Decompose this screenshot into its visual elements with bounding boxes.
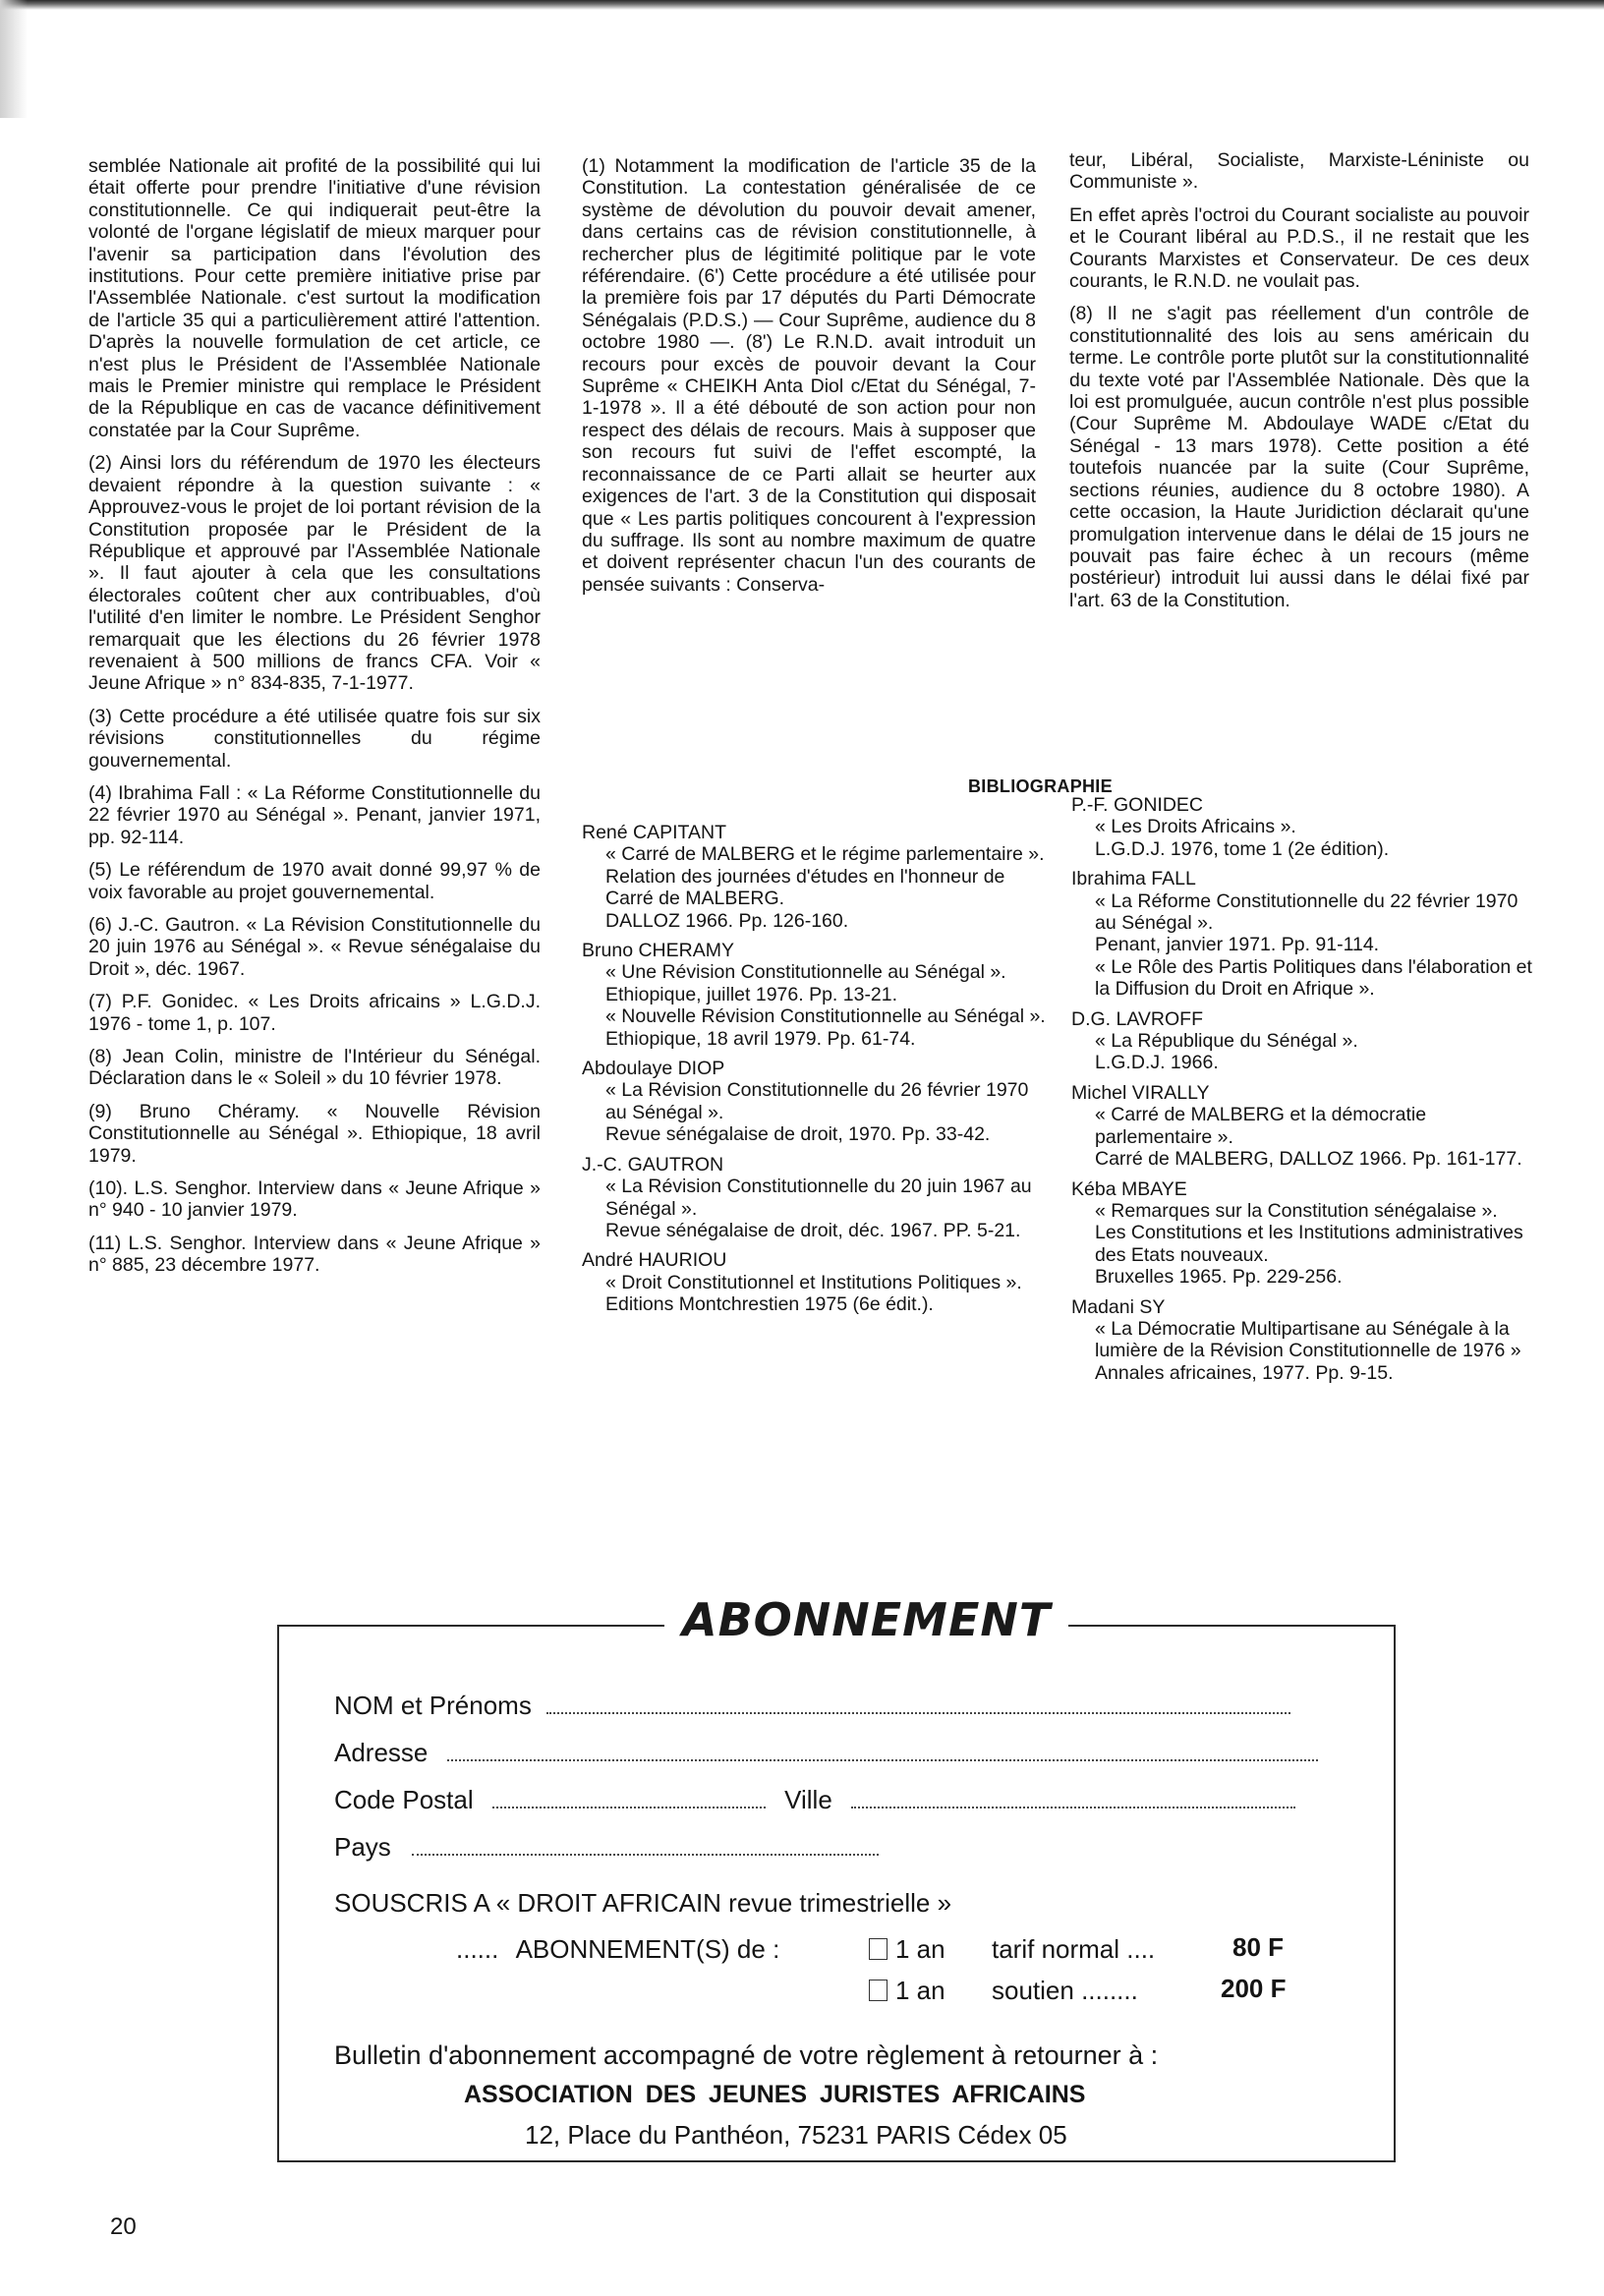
bibliography-left bbox=[582, 822, 1054, 1324]
scan-edge-left bbox=[0, 0, 28, 118]
bibliography-entry bbox=[1071, 794, 1533, 860]
bibliography-author: René CAPITANT bbox=[582, 822, 727, 843]
scan-edge-top bbox=[0, 0, 1604, 10]
ville-label: Ville bbox=[784, 1785, 832, 1814]
bibliography-line: « Le Rôle des Partis Politiques dans l'élaboration et la Diffusion du Droit en Afrique ». bbox=[1095, 955, 1532, 1001]
code-postal-label: Code Postal bbox=[334, 1785, 474, 1814]
column2-para-0: (1) Notamment la modification de l'article 35 de la Constitution. La contestation généralisée de ce système de dévolution du pouvoir devait amener, dans certains cas de révision constitutionnelle, à rechercher plus de légitimité politique par le vote référendaire. (6') Cette procédure a été utilisée pour la première fois par 17 députés du Parti Démocrate Sénégalais (P.D.S.) — Cour Suprême, audience du 8 octobre 1980 —. (8') Le R.N.D. avait introduit un recours pour excès de pouvoir devant la Cour Suprême « CHEIKH Anta Diol c/Etat du Sénégal, 7-1-1978 ». Il a été débouté de son action pour non respect des délais de recours. Mais à supposer que son recours fut suivi de l'effet escompté, la reconnaissance de ce Parti allait se heurter aux exigences de l'art. 3 de la Constitution qui disposait que « Les partis politiques concourent à l'expression du suffrage. Ils sont au nombre maximum de quatre et doivent représenter chacun l'un des courants de pensée suivants : Conserva- bbox=[582, 155, 1036, 596]
bibliography-entry bbox=[582, 940, 1054, 1050]
bibliography-line: « La Démocratie Multipartisane au Sénégale à la lumière de la Révision Constitutionnelle de 1976 » bbox=[1095, 1317, 1521, 1362]
bibliography-line: « La Révision Constitutionnelle du 20 juin 1967 au Sénégal ». bbox=[605, 1176, 1032, 1220]
code-postal-row bbox=[334, 1785, 1295, 1815]
column1-para-3: (4) Ibrahima Fall : « La Réforme Constitutionnelle du 22 février 1970 au Sénégal ». Penant, janvier 1971, pp. 92-114. bbox=[88, 781, 541, 848]
notes-column-2 bbox=[582, 155, 1036, 606]
association-address: 12, Place du Panthéon, 75231 PARIS Cédex 05 bbox=[525, 2120, 1067, 2150]
option2-label: soutien ........ bbox=[992, 1976, 1138, 2005]
nom-row bbox=[334, 1691, 1290, 1721]
nom-label: NOM et Prénoms bbox=[334, 1691, 532, 1720]
page-number: 20 bbox=[110, 2213, 137, 2240]
bibliography-line: Ethiopique, 18 avril 1979. Pp. 61-74. bbox=[605, 1027, 916, 1050]
column3-para-2: (8) Il ne s'agit pas réellement d'un contrôle de constitutionnalité des lois au sens américain du terme. Le contrôle porte plutôt sur la constitutionnalité du texte voté par l'Assemblée Nationale. Dès que la loi est promulguée, aucun contrôle n'est plus possible (Cour Suprême M. Abdoulaye WADE c/Etat du Sénégal - 13 mars 1978). Cette position a été toutefois nuancée par la suite (Cour Suprême, sections réunies, audience du 8 octobre 1980). A cette occasion, la Haute Juridiction déclarait qu'une promulgation intervenue dans le délai de 15 jours ne pouvait pas faire échec à un recours (même postérieur) introduit lui aussi dans le délai fixé par l'art. 63 de la Constitution. bbox=[1069, 303, 1529, 611]
bibliography-line: Bruxelles 1965. Pp. 229-256. bbox=[1095, 1266, 1343, 1289]
bibliography-line: Carré de MALBERG, DALLOZ 1966. Pp. 161-177. bbox=[1095, 1148, 1522, 1171]
bibliography-line: « Carré de MALBERG et le régime parlementaire ». bbox=[605, 843, 1045, 866]
column1-para-9: (10). L.S. Senghor. Interview dans « Jeune Afrique » n° 940 - 10 janvier 1979. bbox=[88, 1177, 541, 1222]
option1-label: tarif normal .... bbox=[992, 1934, 1156, 1964]
bibliography-line: L.G.D.J. 1966. bbox=[1095, 1052, 1219, 1074]
bibliography-line: Annales africaines, 1977. Pp. 9-15. bbox=[1095, 1361, 1394, 1384]
bibliography-entry bbox=[1071, 868, 1533, 1000]
adresse-row bbox=[334, 1738, 1318, 1768]
nom-field[interactable] bbox=[546, 1693, 1290, 1714]
bibliography-line: Penant, janvier 1971. Pp. 91-114. bbox=[1095, 934, 1380, 956]
pays-field[interactable] bbox=[412, 1834, 879, 1856]
column1-para-8: (9) Bruno Chéramy. « Nouvelle Révision Constitutionnelle au Sénégal ». Ethiopique, 18 avril 1979. bbox=[88, 1100, 541, 1167]
bibliography-author: Abdoulaye DIOP bbox=[582, 1058, 725, 1080]
column1-para-1: (2) Ainsi lors du référendum de 1970 les électeurs devaient répondre à la question suivante : « Approuvez-vous le projet de loi portant révision de la Constitution proposée par le Président de la République et approuvé par l'Assemblée Nationale ». Il faut ajouter à cela que les consultations électorales coûtent cher aux contribuables, d'où l'utilité d'en limiter le nombre. Le Président Senghor remarquait que les élections du 26 février 1978 revenaient à 500 millions de francs CFA. Voir « Jeune Afrique » n° 834-835, 7-1-1977. bbox=[88, 452, 541, 695]
pays-label: Pays bbox=[334, 1832, 391, 1862]
bibliography-author: D.G. LAVROFF bbox=[1071, 1007, 1203, 1030]
option1-qty: 1 an bbox=[895, 1934, 945, 1964]
column1-para-7: (8) Jean Colin, ministre de l'Intérieur du Sénégal. Déclaration dans le « Soleil » du 10 février 1978. bbox=[88, 1046, 541, 1090]
column1-para-4: (5) Le référendum de 1970 avait donné 99,97 % de voix favorable au projet gouvernemental. bbox=[88, 859, 541, 903]
bibliography-right bbox=[1071, 794, 1533, 1392]
bibliography-line: Relation des journées d'études en l'honneur de Carré de MALBERG. bbox=[605, 865, 1005, 910]
bibliography-author: Ibrahima FALL bbox=[1071, 868, 1196, 890]
adresse-label: Adresse bbox=[334, 1738, 429, 1767]
column1-para-0: semblée Nationale ait profité de la possibilité qui lui était offerte pour prendre l'initiative d'une révision constitutionnelle. Ce qui indiquerait peut-être la volonté de l'organe législatif de mieux marquer pour l'avenir sa participation dans l'évolution des institutions. Pour cette première initiative prise par l'Assemblée Nationale. c'est surtout la modification de l'article 35 qui a particulièrement attiré l'attention. D'après la nouvelle formulation de cet article, ce n'est plus le Président de l'Assemblée Nationale mais le Premier ministre qui remplace le Président de la République en cas de vacance définitivement constatée par la Cour Suprême. bbox=[88, 155, 541, 441]
bibliography-author: Michel VIRALLY bbox=[1071, 1081, 1210, 1104]
bibliography-line: « Une Révision Constitutionnelle au Sénégal ». bbox=[605, 961, 1006, 984]
option-normal bbox=[869, 1934, 945, 1965]
soutien-checkbox[interactable] bbox=[869, 1980, 888, 2001]
souscris-text: SOUSCRIS A « DROIT AFRICAIN revue trimestrielle » bbox=[334, 1888, 952, 1918]
association-name: ASSOCIATION DES JEUNES JURISTES AFRICAINS bbox=[464, 2081, 1086, 2108]
abonnement-dots: ...... bbox=[456, 1934, 499, 1964]
notes-column-3 bbox=[1069, 149, 1529, 622]
column1-para-2: (3) Cette procédure a été utilisée quatre fois sur six révisions constitutionnelles du régime gouvernemental. bbox=[88, 705, 541, 772]
column1-para-6: (7) P.F. Gonidec. « Les Droits africains » L.G.D.J. 1976 - tome 1, p. 107. bbox=[88, 991, 541, 1035]
bibliography-author: Madani SY bbox=[1071, 1295, 1166, 1318]
abonnement-row bbox=[456, 1934, 779, 1965]
bibliography-line: « Remarques sur la Constitution sénégalaise ». bbox=[1095, 1199, 1498, 1222]
column1-para-10: (11) L.S. Senghor. Interview dans « Jeune Afrique » n° 885, 23 décembre 1977. bbox=[88, 1232, 541, 1277]
bibliography-line: Les Constitutions et les Institutions administratives des Etats nouveaux. bbox=[1095, 1222, 1523, 1266]
bulletin-text: Bulletin d'abonnement accompagné de votre règlement à retourner à : bbox=[334, 2040, 1159, 2070]
bibliography-entry bbox=[582, 1249, 1054, 1315]
bibliography-entry bbox=[1071, 1082, 1533, 1171]
subscription-form bbox=[277, 1593, 1396, 2162]
bibliography-author: André HAURIOU bbox=[582, 1249, 727, 1272]
bibliography-line: DALLOZ 1966. Pp. 126-160. bbox=[605, 909, 849, 932]
option1-price: 80 F bbox=[1232, 1932, 1285, 1962]
bibliography-line: « La Révision Constitutionnelle du 26 février 1970 au Sénégal ». bbox=[605, 1079, 1029, 1123]
pays-row bbox=[334, 1832, 879, 1863]
normal-checkbox[interactable] bbox=[869, 1938, 888, 1960]
column3-para-1: En effet après l'octroi du Courant socialiste au pouvoir et le Courant libéral au P.D.S., il ne restait que les Courants Marxistes et Conservateur. De ces deux courants, le R.N.D. ne voulait pas. bbox=[1069, 203, 1529, 293]
bibliography-entry bbox=[582, 822, 1054, 932]
bibliography-entry bbox=[1071, 1178, 1533, 1289]
column3-para-0: teur, Libéral, Socialiste, Marxiste-Léniniste ou Communiste ». bbox=[1069, 149, 1529, 194]
option-soutien bbox=[869, 1976, 945, 2006]
option2-qty: 1 an bbox=[895, 1976, 945, 2005]
bibliography-entry bbox=[1071, 1008, 1533, 1074]
bibliography-line: « La République du Sénégal ». bbox=[1095, 1030, 1358, 1053]
code-postal-field[interactable] bbox=[492, 1787, 766, 1808]
bibliography-author: P.-F. GONIDEC bbox=[1071, 794, 1203, 816]
bibliography-author: Bruno CHERAMY bbox=[582, 940, 734, 962]
abonnement-label: ABONNEMENT(S) de : bbox=[515, 1934, 780, 1964]
bibliography-entry bbox=[1071, 1296, 1533, 1385]
bibliography-title: BIBLIOGRAPHIE bbox=[968, 776, 1113, 796]
bibliography-line: « Nouvelle Révision Constitutionnelle au Sénégal ». bbox=[605, 1005, 1046, 1028]
bibliography-line: Ethiopique, juillet 1976. Pp. 13-21. bbox=[605, 983, 898, 1005]
bibliography-line: « Droit Constitutionnel et Institutions Politiques ». bbox=[605, 1271, 1022, 1293]
bibliography-author: Kéba MBAYE bbox=[1071, 1177, 1187, 1200]
bibliography-line: Editions Montchrestien 1975 (6e édit.). bbox=[605, 1293, 934, 1316]
bibliography-line: « Les Droits Africains ». bbox=[1095, 816, 1296, 838]
column1-para-5: (6) J.-C. Gautron. « La Révision Constitutionnelle du 20 juin 1976 au Sénégal ». « Revue sénégalaise du Droit », déc. 1967. bbox=[88, 914, 541, 980]
bibliography-line: Revue sénégalaise de droit, 1970. Pp. 33-42. bbox=[605, 1123, 991, 1146]
bibliography-author: J.-C. GAUTRON bbox=[582, 1153, 724, 1176]
bibliography-entry bbox=[582, 1154, 1054, 1242]
adresse-field[interactable] bbox=[447, 1740, 1318, 1761]
bibliography-line: « La Réforme Constitutionnelle du 22 février 1970 au Sénégal ». bbox=[1095, 890, 1518, 935]
ville-field[interactable] bbox=[851, 1787, 1295, 1808]
form-title: ABONNEMENT bbox=[664, 1593, 1068, 1646]
notes-column-1 bbox=[88, 155, 541, 1288]
option2-price: 200 F bbox=[1221, 1974, 1287, 2003]
bibliography-line: L.G.D.J. 1976, tome 1 (2e édition). bbox=[1095, 837, 1390, 860]
bibliography-line: « Carré de MALBERG et la démocratie parlementaire ». bbox=[1095, 1104, 1427, 1148]
bibliography-line: Revue sénégalaise de droit, déc. 1967. PP. 5-21. bbox=[605, 1219, 1021, 1241]
bibliography-entry bbox=[582, 1058, 1054, 1146]
